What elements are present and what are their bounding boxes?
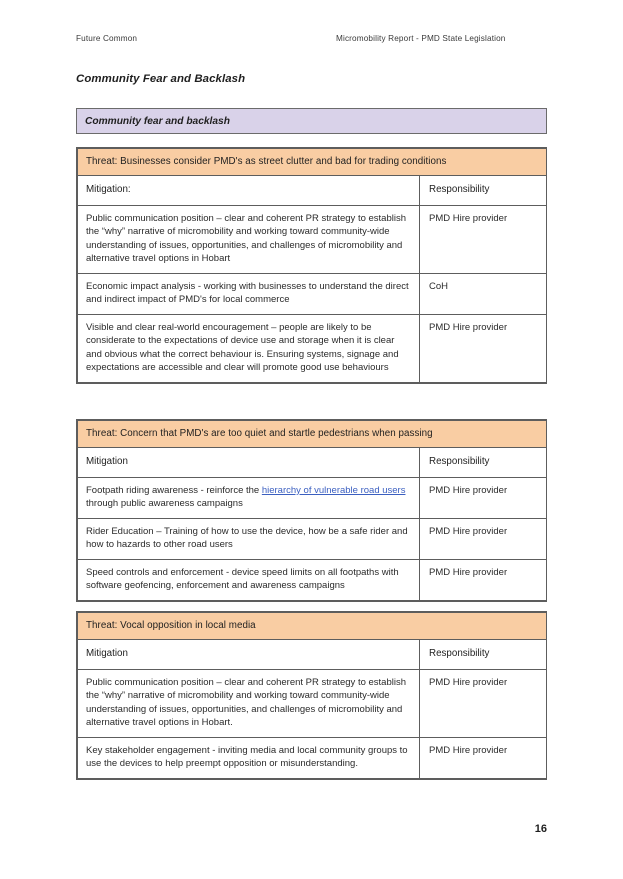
mitigation-cell xyxy=(78,477,420,518)
table-row xyxy=(78,737,547,778)
column-header-responsibility: Responsibility xyxy=(420,447,547,477)
responsibility-cell: PMD Hire provider xyxy=(420,477,547,518)
mitigation-cell: Rider Education – Training of how to use the device, how be a safe rider and how to hazards to other road users xyxy=(78,518,420,559)
responsibility-cell: CoH xyxy=(420,273,547,314)
column-header-mitigation: Mitigation: xyxy=(78,175,420,205)
page-number: 16 xyxy=(534,823,547,835)
table-row xyxy=(78,559,547,600)
mitigation-cell: Public communication position – clear and coherent PR strategy to establish the “why” narrative of micromobility and working toward community-wide understanding of issues, opportunities, and challenges of micromobility and alternative travel options in Hobart. xyxy=(78,669,420,737)
threat-header: Threat: Businesses consider PMD's as street clutter and bad for trading conditions xyxy=(78,149,547,176)
section-banner-label: Community fear and backlash xyxy=(85,115,230,127)
mitigation-cell: Key stakeholder engagement - inviting media and local community groups to use the devices to help preempt opposition or misunderstanding. xyxy=(78,737,420,778)
mitigation-text-post: through public awareness campaigns xyxy=(86,498,243,510)
column-header-mitigation: Mitigation xyxy=(78,447,420,477)
threat-header: Threat: Vocal opposition in local media xyxy=(78,613,547,640)
mitigation-cell: Public communication position – clear and coherent PR strategy to establish the “why” narrative of micromobility and working toward community-wide understanding of issues, opportunities, and challenges of micromobility and alternative travel options in Hobart xyxy=(78,205,420,273)
table-row xyxy=(78,273,547,314)
table-row xyxy=(78,447,547,477)
mitigation-cell: Speed controls and enforcement - device speed limits on all footpaths with software geofencing, enforcement and awareness campaigns xyxy=(78,559,420,600)
hierarchy-of-vulnerable-road-users-link[interactable]: hierarchy of vulnerable road users xyxy=(261,484,406,496)
table-row xyxy=(78,518,547,559)
page-title: Community Fear and Backlash xyxy=(76,73,246,85)
running-header xyxy=(76,34,547,43)
responsibility-cell: PMD Hire provider xyxy=(420,518,547,559)
threat-table-3 xyxy=(76,611,547,780)
header-left-text: Future Common xyxy=(76,34,138,43)
column-header-mitigation: Mitigation xyxy=(78,639,420,669)
mitigation-text-pre: Footpath riding awareness - reinforce the xyxy=(86,484,262,496)
responsibility-cell: PMD Hire provider xyxy=(420,314,547,382)
column-header-responsibility: Responsibility xyxy=(420,639,547,669)
mitigation-cell: Economic impact analysis - working with businesses to understand the direct and indirect impact of PMD's for local commerce xyxy=(78,273,420,314)
table-row xyxy=(78,477,547,518)
table-row xyxy=(78,314,547,382)
table-row xyxy=(78,669,547,737)
table-row xyxy=(78,421,547,448)
responsibility-cell: PMD Hire provider xyxy=(420,205,547,273)
table-row xyxy=(78,205,547,273)
mitigation-cell: Visible and clear real-world encouragement – people are likely to be considerate to the expectations of device use and storage when it is clear and obvious what the correct behaviour is. Ensuring systems, signage and expectations are accessible and clear will promote good use behaviours xyxy=(78,314,420,382)
responsibility-cell: PMD Hire provider xyxy=(420,669,547,737)
table-row xyxy=(78,175,547,205)
threat-table-1 xyxy=(76,147,547,384)
responsibility-cell: PMD Hire provider xyxy=(420,559,547,600)
table-row xyxy=(78,149,547,176)
section-banner xyxy=(76,108,547,134)
table-row xyxy=(78,613,547,640)
threat-table-2 xyxy=(76,419,547,602)
column-header-responsibility: Responsibility xyxy=(420,175,547,205)
threat-header: Threat: Concern that PMD's are too quiet and startle pedestrians when passing xyxy=(78,421,547,448)
table-row xyxy=(78,639,547,669)
header-center-text: Micromobility Report - PMD State Legislation xyxy=(336,34,506,43)
responsibility-cell: PMD Hire provider xyxy=(420,737,547,778)
